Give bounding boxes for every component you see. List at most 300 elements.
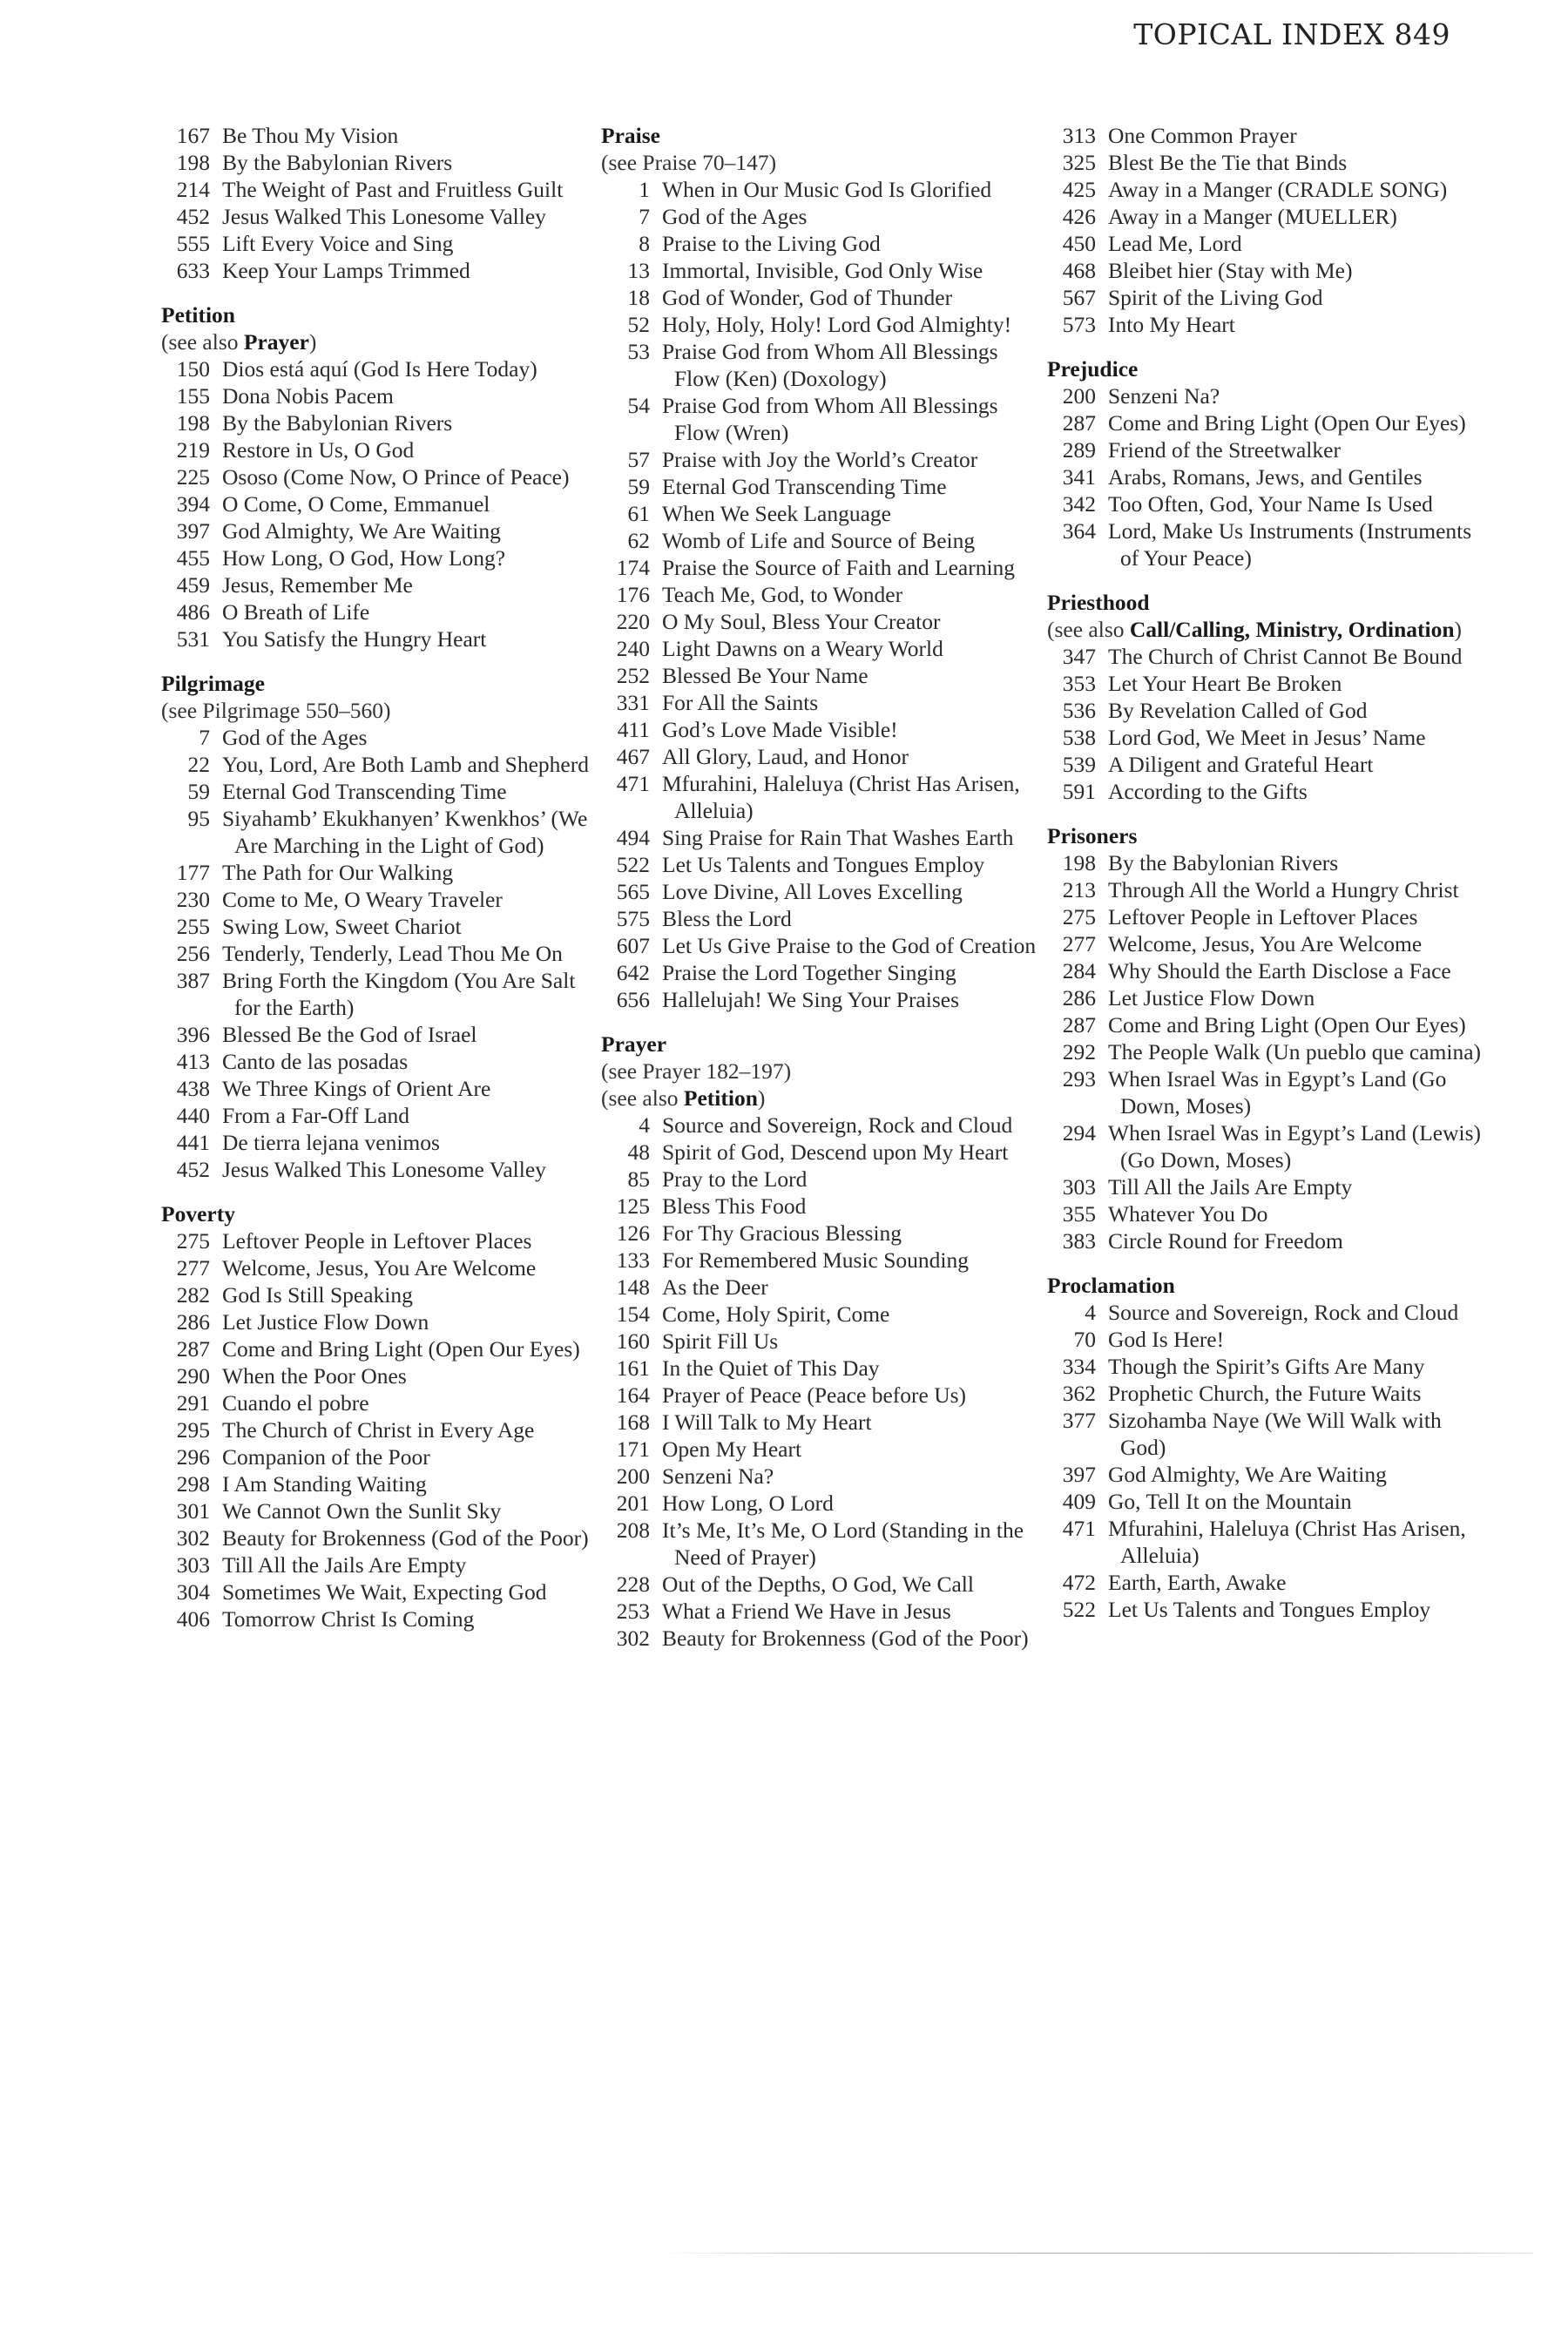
index-entry	[1047, 697, 1483, 724]
hymn-number: 277	[1062, 931, 1096, 956]
hymn-number: 325	[1062, 150, 1096, 175]
hymn-title: Cuando el pobre	[222, 1390, 369, 1416]
note-prefix: (see Prayer 182–197)	[601, 1058, 792, 1084]
index-entry	[161, 1048, 597, 1075]
hymn-number: 364	[1062, 518, 1096, 544]
hymn-title: Circle Round for Freedom	[1108, 1228, 1343, 1254]
index-entry	[161, 1281, 597, 1308]
index-entry	[601, 1247, 1037, 1274]
hymn-number: 200	[616, 1463, 650, 1489]
index-entry	[601, 1517, 1037, 1571]
hymn-number: 591	[1062, 779, 1096, 804]
hymn-title: When Israel Was in Egypt’s Land (Lewis) (Go Down, Moses)	[1108, 1120, 1482, 1173]
hymn-number: 452	[176, 1157, 210, 1182]
hymn-title: Spirit Fill Us	[662, 1328, 779, 1354]
index-entry	[601, 1166, 1037, 1193]
index-entry	[161, 1021, 597, 1048]
hymn-title: Beauty for Brokenness (God of the Poor)	[662, 1625, 1029, 1651]
hymn-number: 397	[1062, 1462, 1096, 1487]
hymn-title: Senzeni Na?	[1108, 383, 1220, 409]
hymn-number: 472	[1062, 1570, 1096, 1595]
hymn-number: 287	[1062, 410, 1096, 436]
index-entry	[161, 1102, 597, 1129]
hymn-number: 573	[1062, 312, 1096, 337]
see-also-note	[601, 1058, 1037, 1085]
hymn-title: A Diligent and Grateful Heart	[1108, 752, 1374, 777]
hymn-title: God Almighty, We Are Waiting	[1108, 1462, 1387, 1487]
hymn-number: 294	[1062, 1120, 1096, 1146]
index-entry	[1047, 984, 1483, 1011]
hymn-title: De tierra lejana venimos	[222, 1130, 440, 1155]
hymn-number: 334	[1062, 1354, 1096, 1379]
hymn-number: 298	[176, 1471, 210, 1497]
hymn-title: Through All the World a Hungry Christ	[1108, 877, 1459, 902]
hymn-number: 302	[176, 1525, 210, 1551]
hymn-title: Spirit of the Living God	[1108, 285, 1323, 310]
index-entry	[1047, 1119, 1483, 1173]
hymn-number: 303	[1062, 1174, 1096, 1200]
hymn-number: 342	[1062, 491, 1096, 517]
index-entry	[161, 1075, 597, 1102]
see-also-note	[161, 328, 597, 355]
hymn-title: I Am Standing Waiting	[222, 1471, 427, 1497]
hymn-title: Till All the Jails Are Empty	[222, 1552, 467, 1578]
hymn-number: 174	[616, 555, 650, 580]
index-entry	[161, 571, 597, 598]
hymn-number: 440	[176, 1103, 210, 1128]
index-entry	[1047, 903, 1483, 930]
hymn-title: Earth, Earth, Awake	[1108, 1570, 1287, 1595]
hymn-title: Siyahamb’ Ekukhanyen’ Kwenkhos’ (We Are Marching in the Light of God)	[222, 806, 588, 858]
hymn-number: 275	[176, 1228, 210, 1254]
hymn-title: Canto de las posadas	[222, 1049, 409, 1074]
index-entry	[161, 149, 597, 176]
hymn-title: Praise the Source of Faith and Learning	[662, 555, 1016, 580]
index-entry	[1047, 1227, 1483, 1254]
hymn-number: 313	[1062, 123, 1096, 148]
hymn-title: Out of the Depths, O God, We Call	[662, 1571, 974, 1597]
hymn-title: O My Soul, Bless Your Creator	[662, 609, 941, 634]
hymn-title: Go, Tell It on the Mountain	[1108, 1489, 1352, 1514]
index-entry	[1047, 176, 1483, 203]
hymn-number: 607	[616, 933, 650, 958]
topic-heading: Prejudice	[1047, 356, 1139, 382]
hymn-title: God of the Ages	[222, 725, 368, 750]
note-topic-reference: Petition	[683, 1085, 758, 1111]
index-entry	[1047, 382, 1483, 409]
topic-praise	[601, 122, 1037, 1013]
hymn-title: The Path for Our Walking	[222, 860, 454, 885]
hymn-title: Blessed Be the God of Israel	[222, 1022, 477, 1047]
hymn-number: 383	[1062, 1228, 1096, 1254]
hymn-number: 362	[1062, 1381, 1096, 1406]
hymn-title: You, Lord, Are Both Lamb and Shepherd	[222, 752, 589, 777]
index-entry	[601, 1355, 1037, 1382]
hymn-title: Let Us Talents and Tongues Employ	[662, 852, 985, 877]
hymn-number: 201	[616, 1490, 650, 1516]
hymn-title: Let Us Talents and Tongues Employ	[1108, 1597, 1431, 1622]
hymn-number: 208	[616, 1517, 650, 1543]
note-prefix: (see Pilgrimage 550–560)	[161, 698, 391, 723]
index-entry	[1047, 311, 1483, 338]
hymn-number: 18	[627, 285, 650, 310]
hymn-number: 377	[1062, 1408, 1096, 1433]
index-entry	[161, 1389, 597, 1416]
hymn-number: 353	[1062, 671, 1096, 696]
hymn-title: Holy, Holy, Holy! Lord God Almighty!	[662, 312, 1012, 337]
index-entry	[1047, 670, 1483, 697]
index-entry	[161, 751, 597, 778]
hymn-number: 125	[616, 1193, 650, 1219]
index-entry	[601, 1571, 1037, 1598]
hymn-title: Welcome, Jesus, You Are Welcome	[1108, 931, 1423, 956]
hymn-number: 387	[176, 968, 210, 993]
index-entry	[161, 463, 597, 490]
hymn-number: 304	[176, 1579, 210, 1605]
hymn-number: 22	[187, 752, 210, 777]
hymn-title: God Is Still Speaking	[222, 1282, 413, 1308]
hymn-number: 441	[176, 1130, 210, 1155]
hymn-number: 277	[176, 1255, 210, 1281]
hymn-number: 656	[616, 987, 650, 1012]
hymn-number: 459	[176, 572, 210, 598]
hymn-title: Into My Heart	[1108, 312, 1235, 337]
index-entry	[161, 490, 597, 517]
index-entry	[161, 724, 597, 751]
see-also-note	[601, 149, 1037, 176]
hymn-number: 411	[617, 717, 650, 742]
index-entry	[1047, 1488, 1483, 1515]
hymn-number: 286	[176, 1309, 210, 1335]
hymn-title: Welcome, Jesus, You Are Welcome	[222, 1255, 537, 1281]
index-entry	[601, 1274, 1037, 1301]
index-entry	[601, 959, 1037, 986]
topic-poverty	[161, 1200, 597, 1632]
index-entry	[161, 1362, 597, 1389]
index-entry	[161, 203, 597, 230]
index-entry	[161, 1335, 597, 1362]
index-entry	[1047, 1407, 1483, 1461]
hymn-number: 8	[639, 231, 650, 256]
hymn-number: 467	[616, 744, 650, 769]
hymn-title: Leftover People in Leftover Places	[222, 1228, 532, 1254]
hymn-title: You Satisfy the Hungry Heart	[222, 626, 487, 652]
hymn-number: 85	[627, 1166, 650, 1192]
hymn-number: 48	[627, 1139, 650, 1165]
hymn-number: 59	[187, 779, 210, 804]
index-entry	[161, 257, 597, 284]
index-entry	[601, 230, 1037, 257]
hymn-number: 13	[627, 258, 650, 283]
topic-continued	[161, 122, 597, 284]
footer-rule	[662, 2253, 1533, 2254]
hymn-number: 256	[176, 941, 210, 966]
hymn-number: 413	[176, 1049, 210, 1074]
hymn-number: 531	[176, 626, 210, 652]
hymn-title: Swing Low, Sweet Chariot	[222, 914, 462, 939]
hymn-number: 494	[616, 825, 650, 850]
index-entry	[161, 1470, 597, 1497]
hymn-number: 70	[1073, 1327, 1096, 1352]
hymn-number: 331	[616, 690, 650, 715]
index-entry	[1047, 409, 1483, 436]
hymn-title: Bleibet hier (Stay with Me)	[1108, 258, 1353, 283]
index-entry	[601, 743, 1037, 770]
index-entry	[161, 1443, 597, 1470]
index-entry	[161, 1524, 597, 1551]
hymn-number: 286	[1062, 985, 1096, 1010]
hymn-title: Come to Me, O Weary Traveler	[222, 887, 503, 912]
hymn-title: Mfurahini, Haleluya (Christ Has Arisen, Alleluia)	[662, 771, 1020, 823]
hymn-number: 177	[176, 860, 210, 885]
hymn-title: Whatever You Do	[1108, 1201, 1268, 1227]
hymn-title: Too Often, God, Your Name Is Used	[1108, 491, 1433, 517]
hymn-number: 62	[627, 528, 650, 553]
hymn-number: 240	[616, 636, 650, 661]
hymn-title: Friend of the Streetwalker	[1108, 437, 1341, 463]
hymn-number: 155	[176, 383, 210, 409]
index-entry	[161, 122, 597, 149]
hymn-number: 287	[176, 1336, 210, 1362]
hymn-number: 539	[1062, 752, 1096, 777]
hymn-title: How Long, O God, How Long?	[222, 545, 506, 571]
hymn-title: Lord, Make Us Instruments (Instruments of Your Peace)	[1108, 518, 1472, 571]
index-entry	[1047, 517, 1483, 571]
hymn-number: 289	[1062, 437, 1096, 463]
hymn-title: Prophetic Church, the Future Waits	[1108, 1381, 1422, 1406]
hymn-number: 198	[1062, 850, 1096, 875]
hymn-number: 200	[1062, 383, 1096, 409]
index-entry	[601, 905, 1037, 932]
hymn-title: Praise God from Whom All Blessings Flow (Wren)	[662, 393, 998, 445]
index-entry	[1047, 751, 1483, 778]
hymn-number: 57	[627, 447, 650, 472]
index-entry	[161, 886, 597, 913]
hymn-number: 455	[176, 545, 210, 571]
hymn-title: Womb of Life and Source of Being	[662, 528, 976, 553]
hymn-title: O Come, O Come, Emmanuel	[222, 491, 490, 517]
hymn-title: Beauty for Brokenness (God of the Poor)	[222, 1525, 589, 1551]
hymn-title: According to the Gifts	[1108, 779, 1308, 804]
topic-prisoners	[1047, 822, 1483, 1254]
hymn-title: God of Wonder, God of Thunder	[662, 285, 953, 310]
hymn-title: The People Walk (Un pueblo que camina)	[1108, 1039, 1482, 1064]
hymn-number: 341	[1062, 464, 1096, 490]
index-entry	[1047, 1461, 1483, 1488]
index-entry	[1047, 1380, 1483, 1407]
note-topic-reference: Prayer	[243, 329, 309, 355]
hymn-title: Teach Me, God, to Wonder	[662, 582, 903, 607]
index-entry	[1047, 1515, 1483, 1569]
hymn-title: Sometimes We Wait, Expecting God	[222, 1579, 547, 1605]
hymn-number: 536	[1062, 698, 1096, 723]
hymn-title: Source and Sovereign, Rock and Cloud	[662, 1112, 1013, 1138]
hymn-number: 168	[616, 1409, 650, 1435]
hymn-title: It’s Me, It’s Me, O Lord (Standing in the Need of Prayer)	[662, 1517, 1024, 1570]
hymn-number: 295	[176, 1417, 210, 1443]
index-entry	[161, 355, 597, 382]
index-entry	[601, 689, 1037, 716]
index-entry	[161, 1605, 597, 1632]
index-entry	[161, 913, 597, 940]
hymn-number: 292	[1062, 1039, 1096, 1064]
hymn-title: The Church of Christ Cannot Be Bound	[1108, 644, 1463, 669]
hymn-title: By the Babylonian Rivers	[1108, 850, 1339, 875]
hymn-title: Be Thou My Vision	[222, 123, 399, 148]
topic-pilgrimage	[161, 670, 597, 1183]
index-entry	[1047, 724, 1483, 751]
topic-heading: Pilgrimage	[161, 671, 265, 696]
hymn-title: From a Far-Off Land	[222, 1103, 410, 1128]
index-entry	[1047, 230, 1483, 257]
hymn-title: Jesus Walked This Lonesome Valley	[222, 1157, 546, 1182]
hymn-title: Away in a Manger (CRADLE SONG)	[1108, 177, 1448, 202]
index-entry	[601, 770, 1037, 824]
hymn-number: 220	[616, 609, 650, 634]
hymn-title: Bring Forth the Kingdom (You Are Salt for the Earth)	[222, 968, 576, 1020]
index-entry	[601, 716, 1037, 743]
index-entry	[161, 230, 597, 257]
hymn-title: When Israel Was in Egypt’s Land (Go Down, Moses)	[1108, 1066, 1447, 1119]
hymn-number: 4	[1085, 1300, 1096, 1325]
index-entry	[161, 517, 597, 544]
index-entry	[161, 940, 597, 967]
hymn-title: Why Should the Earth Disclose a Face	[1108, 958, 1451, 983]
hymn-number: 161	[616, 1355, 650, 1381]
index-entry	[1047, 122, 1483, 149]
note-suffix: )	[757, 1085, 766, 1111]
index-entry	[1047, 849, 1483, 876]
hymn-title: By the Babylonian Rivers	[222, 150, 453, 175]
hymn-title: How Long, O Lord	[662, 1490, 834, 1516]
index-entry	[601, 1139, 1037, 1166]
hymn-number: 302	[616, 1625, 650, 1651]
hymn-number: 394	[176, 491, 210, 517]
hymn-title: Restore in Us, O God	[222, 437, 415, 463]
index-entry	[1047, 1569, 1483, 1596]
hymn-title: Though the Spirit’s Gifts Are Many	[1108, 1354, 1425, 1379]
hymn-title: By the Babylonian Rivers	[222, 410, 453, 436]
hymn-number: 148	[616, 1274, 650, 1300]
hymn-title: When in Our Music God Is Glorified	[662, 177, 992, 202]
hymn-title: The Church of Christ in Every Age	[222, 1417, 535, 1443]
hymn-number: 575	[616, 906, 650, 931]
index-entry	[601, 446, 1037, 473]
hymn-number: 61	[627, 501, 650, 526]
hymn-number: 150	[176, 356, 210, 382]
hymn-title: Lord God, We Meet in Jesus’ Name	[1108, 725, 1426, 750]
hymn-title: Lead Me, Lord	[1108, 231, 1242, 256]
hymn-number: 522	[616, 852, 650, 877]
index-entry	[1047, 284, 1483, 311]
index-entry	[1047, 149, 1483, 176]
hymn-title: God Is Here!	[1108, 1327, 1225, 1352]
index-entry	[1047, 1299, 1483, 1326]
hymn-title: Blest Be the Tie that Binds	[1108, 150, 1348, 175]
hymn-title: By Revelation Called of God	[1108, 698, 1368, 723]
index-column-2	[601, 122, 1037, 1669]
hymn-title: For All the Saints	[662, 690, 819, 715]
index-entry	[161, 859, 597, 886]
index-entry	[161, 176, 597, 203]
hymn-title: For Thy Gracious Blessing	[662, 1220, 902, 1246]
hymn-title: Keep Your Lamps Trimmed	[222, 258, 470, 283]
hymn-title: Praise with Joy the World’s Creator	[662, 447, 978, 472]
hymn-title: One Common Prayer	[1108, 123, 1297, 148]
index-column-3	[1047, 122, 1483, 1640]
hymn-title: Away in a Manger (MUELLER)	[1108, 204, 1397, 229]
hymn-number: 406	[176, 1606, 210, 1632]
hymn-title: Eternal God Transcending Time	[662, 474, 947, 499]
index-entry	[1047, 1200, 1483, 1227]
hymn-title: Light Dawns on a Weary World	[662, 636, 943, 661]
index-entry	[161, 544, 597, 571]
note-suffix: )	[1454, 617, 1463, 642]
index-entry	[161, 1227, 597, 1254]
hymn-title: Praise to the Living God	[662, 231, 881, 256]
topic-priesthood	[1047, 589, 1483, 805]
hymn-number: 290	[176, 1363, 210, 1389]
hymn-number: 230	[176, 887, 210, 912]
hymn-number: 52	[627, 312, 650, 337]
hymn-number: 282	[176, 1282, 210, 1308]
index-entry	[161, 1416, 597, 1443]
index-entry	[601, 311, 1037, 338]
index-entry	[601, 284, 1037, 311]
hymn-number: 471	[616, 771, 650, 796]
index-entry	[1047, 778, 1483, 805]
note-topic-reference: Call/Calling, Ministry, Ordination	[1129, 617, 1455, 642]
hymn-title: Praise the Lord Together Singing	[662, 960, 956, 985]
hymn-number: 301	[176, 1498, 210, 1524]
topic-heading: Poverty	[161, 1201, 235, 1227]
index-entry	[601, 932, 1037, 959]
index-entry	[601, 473, 1037, 500]
hymn-number: 225	[176, 464, 210, 490]
note-prefix: (see also	[601, 1085, 684, 1111]
hymn-title: God’s Love Made Visible!	[662, 717, 898, 742]
hymn-number: 633	[176, 258, 210, 283]
hymn-title: Dona Nobis Pacem	[222, 383, 394, 409]
hymn-title: O Breath of Life	[222, 599, 370, 625]
index-entry	[601, 662, 1037, 689]
index-entry	[601, 635, 1037, 662]
hymn-number: 452	[176, 204, 210, 229]
note-prefix: (see also	[161, 329, 244, 355]
hymn-title: Prayer of Peace (Peace before Us)	[662, 1382, 967, 1408]
hymn-title: All Glory, Laud, and Honor	[662, 744, 909, 769]
index-entry	[601, 581, 1037, 608]
hymn-number: 167	[176, 123, 210, 148]
hymn-title: Hallelujah! We Sing Your Praises	[662, 987, 960, 1012]
hymn-number: 154	[616, 1301, 650, 1327]
hymn-number: 468	[1062, 258, 1096, 283]
index-entry	[161, 409, 597, 436]
index-entry	[161, 1156, 597, 1183]
hymn-title: Love Divine, All Loves Excelling	[662, 879, 963, 904]
hymn-title: Tomorrow Christ Is Coming	[222, 1606, 475, 1632]
hymn-title: Let Your Heart Be Broken	[1108, 671, 1342, 696]
hymn-title: Source and Sovereign, Rock and Cloud	[1108, 1300, 1459, 1325]
index-entry	[1047, 436, 1483, 463]
hymn-title: Leftover People in Leftover Places	[1108, 904, 1418, 929]
hymn-title: God Almighty, We Are Waiting	[222, 518, 501, 544]
hymn-title: Let Us Give Praise to the God of Creation	[662, 933, 1037, 958]
hymn-title: Open My Heart	[662, 1436, 802, 1462]
topic-prejudice	[1047, 355, 1483, 571]
hymn-number: 303	[176, 1552, 210, 1578]
hymn-number: 293	[1062, 1066, 1096, 1092]
